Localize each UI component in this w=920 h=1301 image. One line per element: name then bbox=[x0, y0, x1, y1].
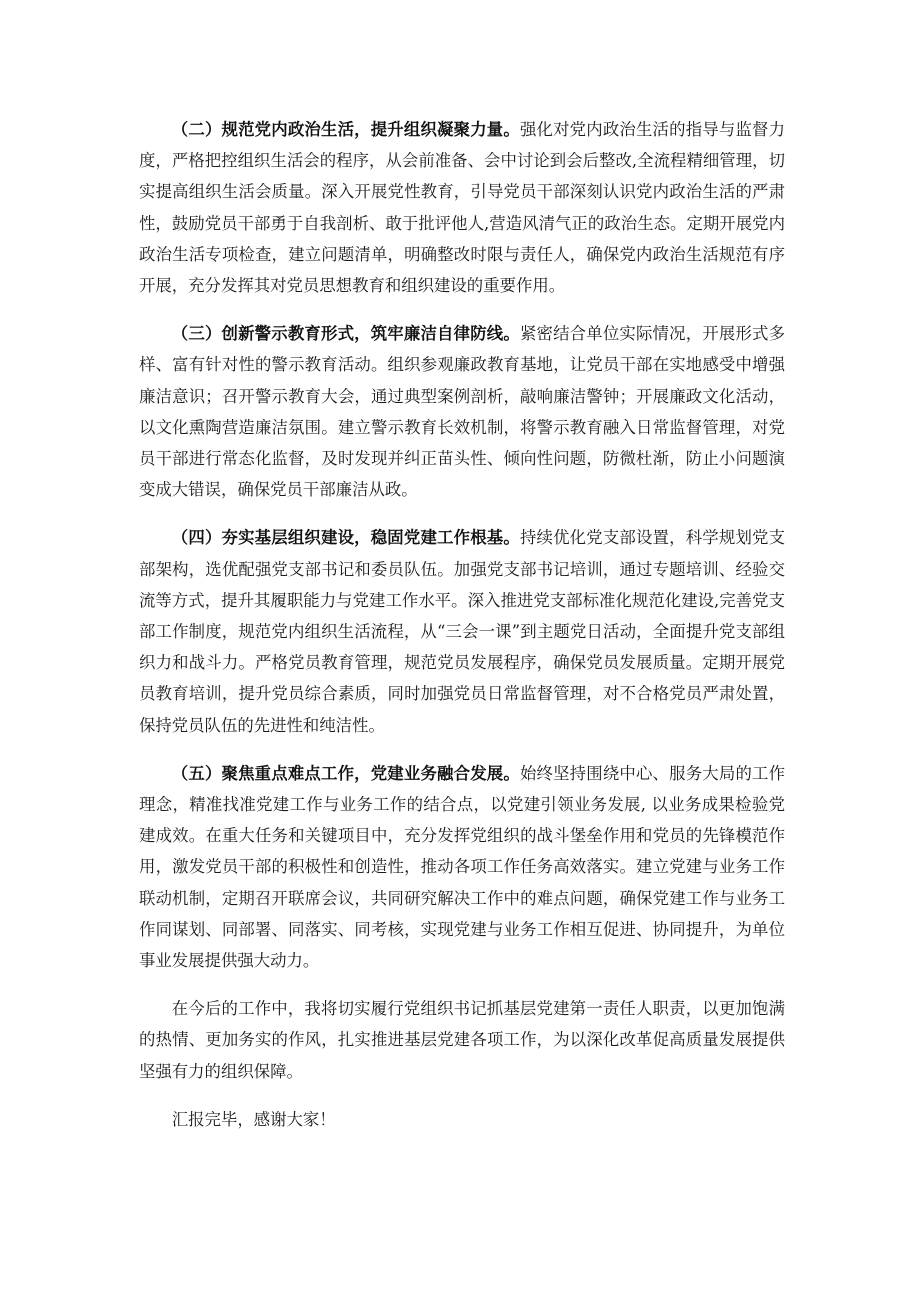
section-paragraph-2 bbox=[139, 114, 785, 301]
section-body-2: 强化对党内政治生活的指导与监督力度，严格把控组织生活会的程序，从会前准备、会中讨论到会后整改,全流程精细管理，切实提高组织生活会质量。深入开展党性教育，引导党员干部深刻认识党内政治生活的严肃性，鼓励党员干部勇于自我剖析、敢于批评他人,营造风清气正的政治生态。定期开展党内政治生活专项检查，建立问题清单，明确整改时限与责任人，确保党内政治生活规范有序开展，充分发挥其对党员思想教育和组织建设的重要作用。 bbox=[139, 120, 785, 296]
section-heading-2: （二）规范党内政治生活，提升组织凝聚力量。 bbox=[171, 120, 520, 139]
signoff-paragraph: 汇报完毕，感谢大家！ bbox=[171, 1109, 336, 1129]
section-body-3: 紧密结合单位实际情况，开展形式多样、富有针对性的警示教育活动。组织参观廉政教育基地，让党员干部在实地感受中增强廉洁意识；召开警示教育大会，通过典型案例剖析，敲响廉洁警钟；开展廉政文化活动，以文化熏陶营造廉洁氛围。建立警示教育长效机制，将警示教育融入日常监督管理，对党员干部进行常态化监督，及时发现并纠正苗头性、倾向性问题，防微杜渐，防止小问题演变成大错误，确保党员干部廉洁从政。 bbox=[139, 324, 785, 500]
section-paragraph-3 bbox=[139, 318, 785, 505]
section-paragraph-5 bbox=[139, 758, 785, 976]
section-heading-3: （三）创新警示教育形式，筑牢廉洁自律防线。 bbox=[171, 324, 520, 344]
section-body-4: 持续优化党支部设置，科学规划党支部架构，选优配强党支部书记和委员队伍。加强党支部书记培训，通过专题培训、经验交流等方式，提升其履职能力与党建工作水平。深入推进党支部标准化规范化建设,完善党支部工作制度，规范党内组织生活流程，从“三会一课”到主题党日活动，全面提升党支部组织力和战斗力。严格党员教育管理，规范党员发展程序，确保党员发展质量。定期开展党员教育培训，提升党员综合素质，同时加强党员日常监督管理，对不合格党员严肃处置，保持党员队伍的先进性和纯洁性。 bbox=[139, 528, 785, 735]
section-body-5: 始终坚持围绕中心、服务大局的工作理念，精准找准党建工作与业务工作的结合点，以党建引领业务发展, 以业务成果检验党建成效。在重大任务和关键项目中，充分发挥党组织的战斗堡垒作用和党员的先锋模范作用，激发党员干部的积极性和创造性，推动各项工作任务高效落实。建立党建与业务工作联动机制，定期召开联席会议，共同研究解决工作中的难点问题，确保党建工作与业务工作同谋划、同部署、同落实、同考核，实现党建与业务工作相互促进、协同提升，为单位事业发展提供强大动力。 bbox=[139, 763, 785, 971]
section-paragraph-4 bbox=[139, 522, 785, 740]
section-heading-4: （四）夯实基层组织建设，稳固党建工作根基。 bbox=[171, 528, 520, 548]
section-heading-5: （五）聚焦重点难点工作，党建业务融合发展。 bbox=[171, 763, 520, 783]
document-body bbox=[139, 114, 785, 1152]
closing-paragraph: 在今后的工作中，我将切实履行党组织书记抓基层党建第一责任人职责，以更加饱满的热情、更加务实的作风，扎实推进基层党建各项工作，为以深化改革促高质量发展提供坚强有力的组织保障。 bbox=[139, 999, 785, 1081]
